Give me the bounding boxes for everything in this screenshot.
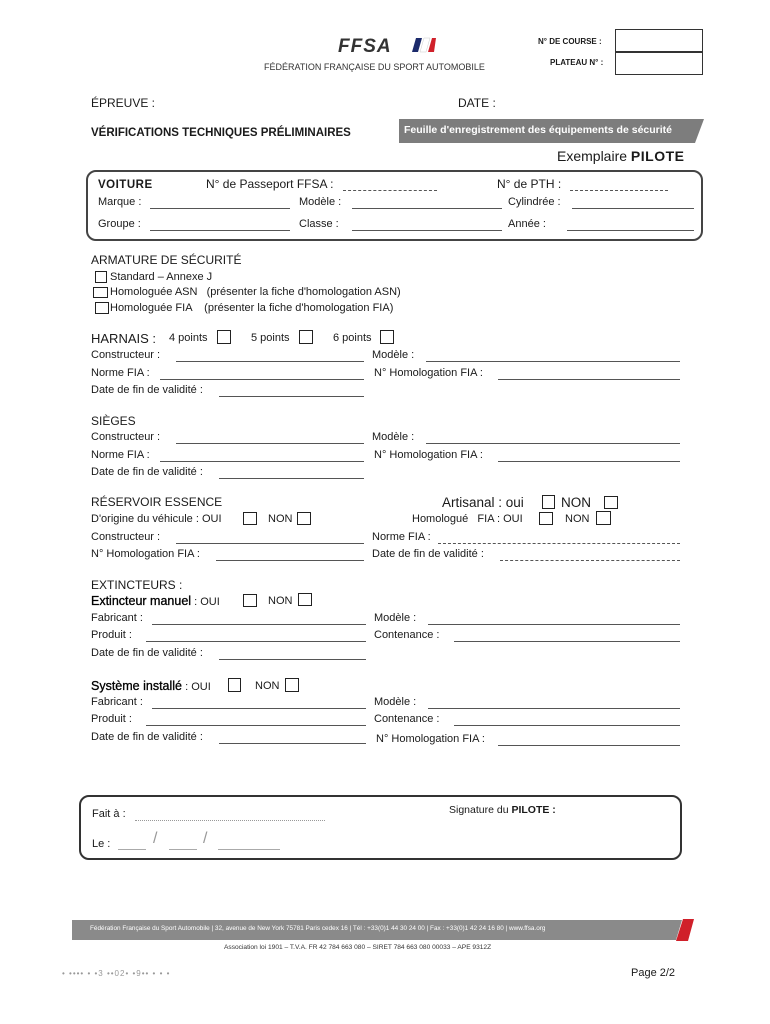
- reservoir-title: RÉSERVOIR ESSENCE: [91, 495, 223, 509]
- fait-field[interactable]: [135, 820, 325, 821]
- marque-label: Marque :: [98, 196, 142, 208]
- le-year-field[interactable]: [218, 849, 280, 850]
- modele-label: Modèle :: [299, 196, 342, 208]
- homologue-non-checkbox[interactable]: [596, 511, 611, 525]
- harnais-constructeur-label: Constructeur :: [91, 349, 161, 361]
- systeme-fabricant-label: Fabricant :: [91, 696, 143, 708]
- origine-non-checkbox[interactable]: [297, 512, 311, 525]
- verif-title: VÉRIFICATIONS TECHNIQUES PRÉLIMINAIRES: [91, 127, 351, 139]
- cylindree-label: Cylindrée :: [508, 196, 561, 208]
- reservoir-homologation-field[interactable]: [216, 560, 364, 561]
- armature-fia-checkbox[interactable]: [95, 302, 109, 314]
- harnais-constructeur-field[interactable]: [176, 361, 364, 362]
- classe-label: Classe :: [299, 218, 339, 230]
- sieges-validite-field[interactable]: [219, 478, 364, 479]
- manuel-validite-field[interactable]: [219, 659, 366, 660]
- manuel-contenance-field[interactable]: [454, 641, 680, 642]
- passeport-label: N° de Passeport FFSA :: [206, 177, 334, 191]
- sig-pilote: PILOTE :: [511, 804, 556, 816]
- harnais-norme-label: Norme FIA :: [91, 367, 150, 379]
- homologue-oui-checkbox[interactable]: [539, 512, 553, 525]
- systeme-homologation-label: N° Homologation FIA :: [376, 733, 485, 745]
- extincteur-manuel-non-checkbox[interactable]: [298, 593, 312, 606]
- signature-box: [79, 795, 682, 860]
- extincteur-manuel-oui-label: : OUI: [194, 596, 220, 608]
- epreuve-label: ÉPREUVE :: [91, 96, 156, 110]
- voiture-title: VOITURE: [98, 179, 153, 191]
- course-label: N° DE COURSE :: [538, 37, 602, 46]
- systeme-validite-label: Date de fin de validité :: [91, 731, 203, 743]
- date-label: DATE :: [458, 96, 496, 110]
- sig-label-row: [449, 804, 556, 816]
- footer-code: • •••• • •3 ••02• •9•• • • •: [62, 969, 171, 978]
- armature-asn-label: Homologuée ASN (présenter la fiche d'homologation ASN): [110, 286, 401, 298]
- le-sep-2: /: [203, 830, 208, 847]
- armature-standard-label: Standard – Annexe J: [110, 271, 213, 283]
- annee-label: Année :: [508, 218, 546, 230]
- systeme-produit-label: Produit :: [91, 713, 132, 725]
- modele-field[interactable]: [352, 208, 502, 209]
- manuel-modele-field[interactable]: [428, 624, 680, 625]
- harnais-6-label: 6 points: [333, 332, 372, 344]
- manuel-fabricant-label: Fabricant :: [91, 612, 143, 624]
- fait-label: Fait à :: [92, 808, 126, 820]
- systeme-homologation-field[interactable]: [498, 745, 680, 746]
- page-number: Page 2/2: [631, 967, 676, 979]
- manuel-contenance-label: Contenance :: [374, 629, 440, 641]
- systeme-non-label: NON: [255, 680, 280, 692]
- reservoir-validite-field[interactable]: [500, 560, 680, 561]
- artisanal-label: Artisanal : oui: [442, 495, 524, 510]
- le-day-field[interactable]: [118, 849, 146, 850]
- extincteurs-title: EXTINCTEURS :: [91, 578, 183, 592]
- sieges-modele-field[interactable]: [426, 443, 680, 444]
- harnais-title: HARNAIS :: [91, 331, 157, 346]
- systeme-modele-field[interactable]: [428, 708, 680, 709]
- exemplaire-label: Exemplaire: [557, 148, 628, 164]
- harnais-validite-label: Date de fin de validité :: [91, 384, 203, 396]
- groupe-label: Groupe :: [98, 218, 141, 230]
- sieges-norme-label: Norme FIA :: [91, 449, 150, 461]
- manuel-produit-label: Produit :: [91, 629, 132, 641]
- passeport-field[interactable]: [343, 190, 437, 191]
- reservoir-constructeur-label: Constructeur :: [91, 531, 161, 543]
- harnais-4-label: 4 points: [169, 332, 208, 344]
- extincteur-manuel-oui-checkbox[interactable]: [243, 594, 257, 607]
- sieges-homologation-field[interactable]: [498, 461, 680, 462]
- manuel-modele-label: Modèle :: [374, 612, 417, 624]
- systeme-oui-label: : OUI: [185, 681, 211, 693]
- pilote-label: PILOTE: [630, 148, 685, 164]
- marque-field[interactable]: [150, 208, 290, 209]
- pth-label: N° de PTH :: [497, 177, 562, 191]
- reservoir-norme-label: Norme FIA :: [372, 531, 431, 543]
- federation-name: FÉDÉRATION FRANÇAISE DU SPORT AUTOMOBILE: [264, 62, 485, 72]
- plateau-box[interactable]: [615, 51, 703, 75]
- reservoir-norme-field[interactable]: [438, 543, 680, 544]
- sig-label: Signature du: [449, 804, 509, 816]
- groupe-field[interactable]: [150, 230, 290, 231]
- systeme-validite-field[interactable]: [219, 743, 366, 744]
- sieges-norme-field[interactable]: [160, 461, 364, 462]
- sieges-homologation-label: N° Homologation FIA :: [374, 449, 483, 461]
- systeme-row: [91, 679, 211, 693]
- sieges-modele-label: Modèle :: [372, 431, 415, 443]
- ffsa-logo: [338, 36, 392, 58]
- harnais-5-checkbox[interactable]: [299, 330, 313, 344]
- origine-label: D'origine du véhicule : OUI: [91, 513, 222, 525]
- harnais-modele-field[interactable]: [426, 361, 680, 362]
- harnais-modele-label: Modèle :: [372, 349, 415, 361]
- le-label: Le :: [92, 838, 111, 850]
- systeme-label: Système installé: [91, 679, 183, 693]
- banner-text: Feuille d'enregistrement des équipements de sécurité: [404, 124, 672, 136]
- logo-text: FFSA: [338, 36, 392, 57]
- systeme-modele-label: Modèle :: [374, 696, 417, 708]
- classe-field[interactable]: [352, 230, 502, 231]
- harnais-6-checkbox[interactable]: [380, 330, 394, 344]
- manuel-produit-field[interactable]: [146, 641, 366, 642]
- homologue-label: Homologué FIA : OUI: [412, 513, 523, 525]
- systeme-fabricant-field[interactable]: [152, 708, 366, 709]
- plateau-label: PLATEAU N° :: [550, 58, 604, 67]
- annee-field[interactable]: [567, 230, 694, 231]
- cylindree-field[interactable]: [572, 208, 694, 209]
- sieges-constructeur-field[interactable]: [176, 443, 364, 444]
- extincteur-manuel-row: [91, 594, 220, 608]
- harnais-4-checkbox[interactable]: [217, 330, 231, 344]
- armature-standard-checkbox[interactable]: [95, 271, 107, 283]
- pth-field[interactable]: [570, 190, 668, 191]
- exemplaire-line: [557, 148, 684, 164]
- manuel-fabricant-field[interactable]: [152, 624, 366, 625]
- le-sep-1: /: [153, 830, 158, 847]
- systeme-contenance-label: Contenance :: [374, 713, 440, 725]
- artisanal-non-label: NON: [561, 495, 591, 510]
- course-box[interactable]: [615, 29, 703, 53]
- le-month-field[interactable]: [169, 849, 197, 850]
- systeme-oui-checkbox[interactable]: [228, 678, 241, 692]
- sieges-title: SIÈGES: [91, 414, 136, 428]
- armature-asn-checkbox[interactable]: [93, 287, 108, 298]
- harnais-homologation-field[interactable]: [498, 379, 680, 380]
- artisanal-oui-checkbox[interactable]: [542, 495, 555, 509]
- footer-flag-icon: [676, 919, 694, 941]
- reservoir-validite-label: Date de fin de validité :: [372, 548, 484, 560]
- extincteur-manuel-non-label: NON: [268, 595, 293, 607]
- sieges-validite-label: Date de fin de validité :: [91, 466, 203, 478]
- reservoir-homologation-label: N° Homologation FIA :: [91, 548, 200, 560]
- logo-flag-icon: [412, 37, 436, 53]
- armature-title: ARMATURE DE SÉCURITÉ: [91, 253, 242, 267]
- harnais-norme-field[interactable]: [160, 379, 364, 380]
- systeme-contenance-field[interactable]: [454, 725, 680, 726]
- extincteur-manuel-label: Extincteur manuel: [91, 594, 192, 608]
- origine-non-label: NON: [268, 513, 293, 525]
- armature-fia-label: Homologuée FIA (présenter la fiche d'homologation FIA): [110, 302, 394, 314]
- harnais-5-label: 5 points: [251, 332, 290, 344]
- footer-legal: Association loi 1901 – T.V.A. FR 42 784 663 080 – SIRET 784 663 080 00033 – APE 9312Z: [224, 944, 492, 951]
- sieges-constructeur-label: Constructeur :: [91, 431, 161, 443]
- homologue-non-label: NON: [565, 513, 590, 525]
- harnais-homologation-label: N° Homologation FIA :: [374, 367, 483, 379]
- footer-address: Fédération Française du Sport Automobile | 32, avenue de New York 75781 Paris cedex 16 | Tél : +33(0)1 44 30 24 00 | Fax : +33(0)1 42 24 16 80 | www.ffsa.org: [90, 925, 546, 932]
- systeme-non-checkbox[interactable]: [285, 678, 299, 692]
- systeme-produit-field[interactable]: [146, 725, 366, 726]
- artisanal-non-checkbox[interactable]: [604, 496, 618, 509]
- reservoir-constructeur-field[interactable]: [176, 543, 364, 544]
- harnais-validite-field[interactable]: [219, 396, 364, 397]
- manuel-validite-label: Date de fin de validité :: [91, 647, 203, 659]
- origine-oui-checkbox[interactable]: [243, 512, 257, 525]
